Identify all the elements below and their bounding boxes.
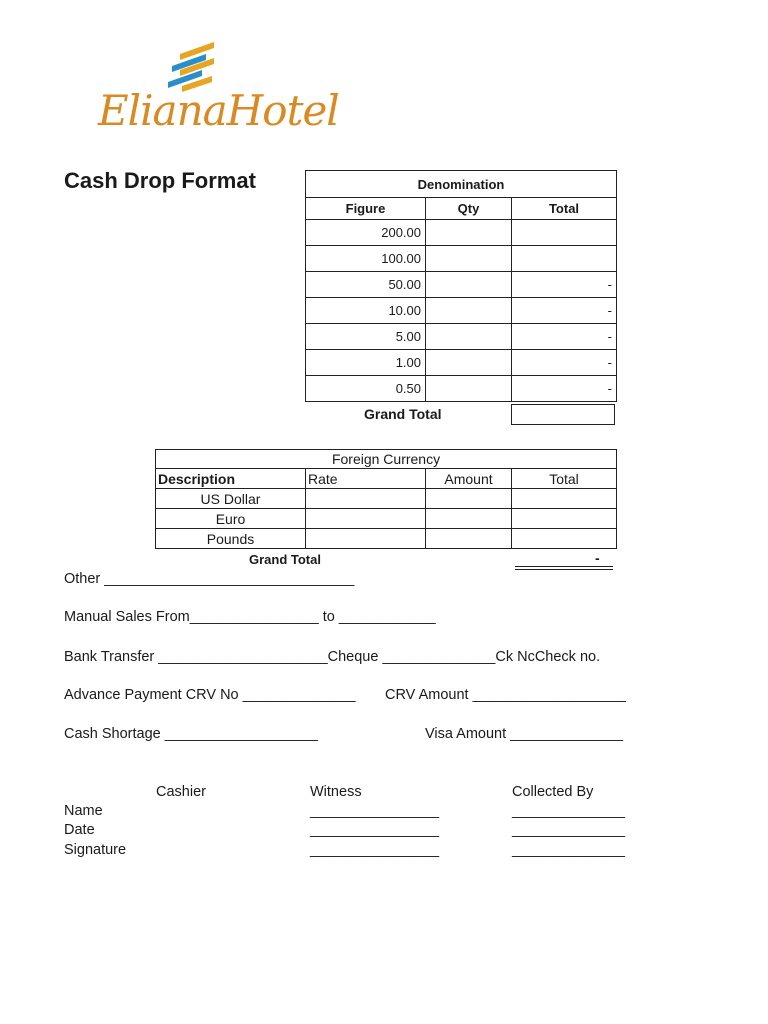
denomination-grand-total-label: Grand Total [364,406,442,422]
figure-cell: 5.00 [306,324,426,350]
bank-transfer-field[interactable]: Bank Transfer _____________________Cheque ______________Ck NcCheck no. [64,649,601,665]
total-cell[interactable]: - [512,324,617,350]
amount-cell[interactable] [426,509,512,529]
total-cell[interactable]: - [512,298,617,324]
foreign-currency-heading: Foreign Currency [156,450,617,469]
figure-cell: 100.00 [306,246,426,272]
col-amount: Amount [426,469,512,489]
total-cell[interactable] [512,220,617,246]
other-field[interactable]: Other _______________________________ [64,571,355,587]
table-row [156,489,617,509]
total-cell[interactable] [512,246,617,272]
name-label: Name [64,803,103,819]
figure-cell: 1.00 [306,350,426,376]
visa-amount-field[interactable]: Visa Amount ______________ [425,726,624,742]
table-row [306,376,617,402]
page-title: Cash Drop Format [64,168,256,193]
cash-shortage-field[interactable]: Cash Shortage ___________________ [64,726,318,742]
hotel-logo-text: ElianaHotel [98,86,339,135]
col-description: Description [156,469,306,489]
collector-signature-field[interactable]: ______________ [512,842,625,858]
table-row [156,509,617,529]
double-underline [515,566,613,567]
figure-cell: 10.00 [306,298,426,324]
qty-cell[interactable] [426,298,512,324]
denomination-table [305,170,617,402]
manual-sales-field[interactable]: Manual Sales From________________ to ____________ [64,609,436,625]
total-cell[interactable]: - [512,350,617,376]
foreign-grand-total-value: - [595,550,600,566]
col-total: Total [512,469,617,489]
rate-cell[interactable] [306,509,426,529]
figure-cell: 0.50 [306,376,426,402]
total-cell[interactable] [512,529,617,549]
table-row [156,529,617,549]
witness-name-field[interactable]: ________________ [310,803,440,819]
qty-cell[interactable] [426,220,512,246]
crv-amount-field[interactable]: CRV Amount ___________________ [385,687,626,703]
currency-description: Euro [156,509,306,529]
table-row [306,324,617,350]
cashier-heading: Cashier [156,784,206,800]
table-row [306,350,617,376]
qty-cell[interactable] [426,324,512,350]
total-cell[interactable] [512,509,617,529]
total-cell[interactable]: - [512,376,617,402]
denomination-grand-total-field[interactable] [511,404,615,425]
witness-signature-field[interactable]: ________________ [310,842,440,858]
col-figure: Figure [306,198,426,220]
table-row [306,272,617,298]
total-cell[interactable]: - [512,272,617,298]
currency-description: Pounds [156,529,306,549]
signature-label: Signature [64,842,127,858]
witness-heading: Witness [310,784,362,800]
rate-cell[interactable] [306,529,426,549]
table-row [306,246,617,272]
qty-cell[interactable] [426,272,512,298]
currency-description: US Dollar [156,489,306,509]
qty-cell[interactable] [426,246,512,272]
figure-cell: 200.00 [306,220,426,246]
foreign-currency-table [155,449,617,549]
witness-date-field[interactable]: ________________ [310,822,440,838]
foreign-grand-total-label: Grand Total [249,552,321,567]
col-qty: Qty [426,198,512,220]
collector-name-field[interactable]: ______________ [512,803,625,819]
collector-date-field[interactable]: ______________ [512,822,625,838]
denomination-heading: Denomination [306,171,617,198]
rate-cell[interactable] [306,489,426,509]
qty-cell[interactable] [426,350,512,376]
collected-by-heading: Collected By [512,784,594,800]
qty-cell[interactable] [426,376,512,402]
figure-cell: 50.00 [306,272,426,298]
advance-payment-field[interactable]: Advance Payment CRV No ______________ [64,687,356,703]
table-row [306,220,617,246]
date-label: Date [64,822,95,838]
double-underline [515,569,613,570]
table-row [306,298,617,324]
total-cell[interactable] [512,489,617,509]
amount-cell[interactable] [426,489,512,509]
amount-cell[interactable] [426,529,512,549]
col-rate: Rate [306,469,426,489]
col-total: Total [512,198,617,220]
